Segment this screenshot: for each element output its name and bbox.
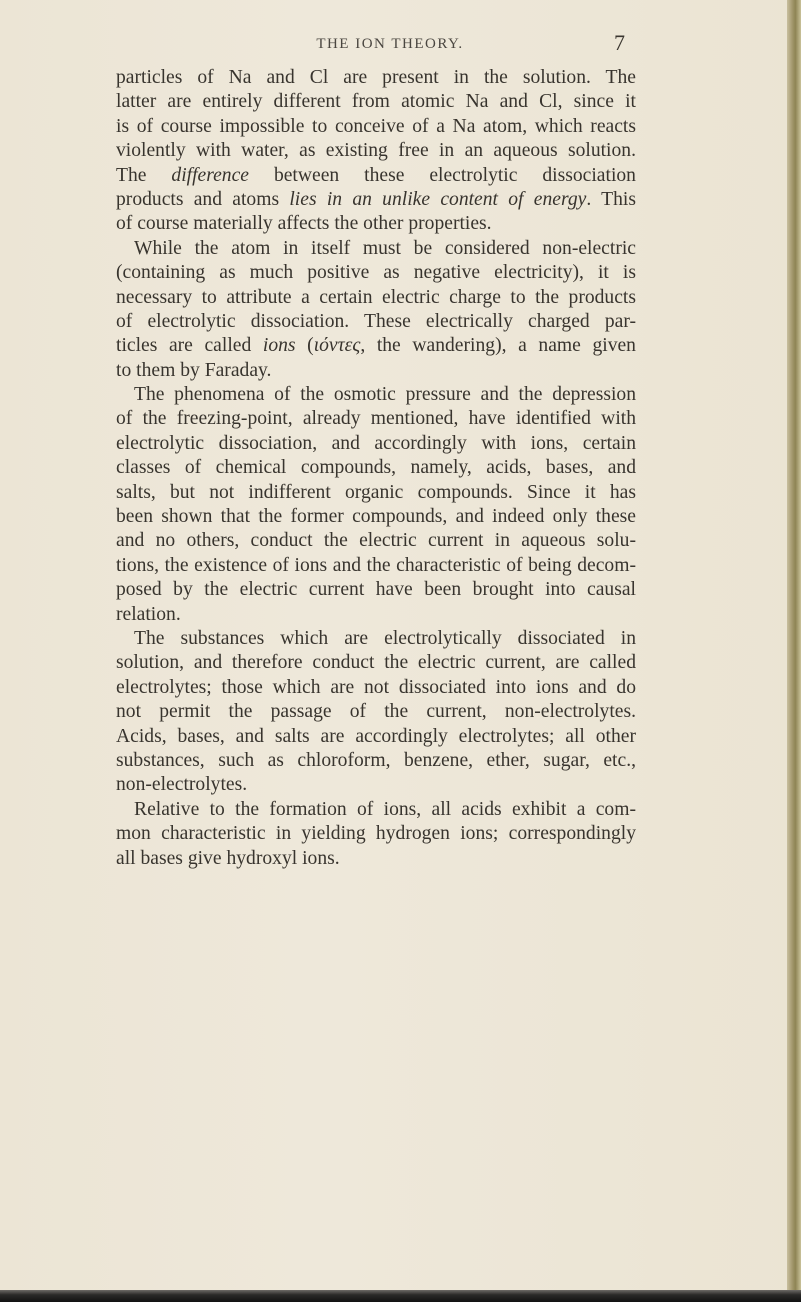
text-line bbox=[116, 188, 636, 212]
text-line: mon characteristic in yielding hydrogen ions; correspondingly bbox=[116, 823, 636, 845]
text-line: particles of Na and Cl are present in the solution. The bbox=[116, 67, 636, 88]
page-number: 7 bbox=[614, 30, 625, 55]
text-run: ticles are called bbox=[116, 335, 263, 357]
text-line: electrolytes; those which are not dissociated into ions and do bbox=[116, 676, 636, 698]
text-line: necessary to attribute a certain electric charge to the products bbox=[116, 286, 636, 308]
text-line: all bases give hydroxyl ions. bbox=[116, 847, 340, 869]
text-line: Acids, bases, and salts are accordingly electrolytes; all other bbox=[116, 725, 636, 747]
text-line: is of course impossible to conceive of a Na atom, which reacts bbox=[116, 115, 636, 137]
text-line: substances, such as chloroform, benzene, ether, sugar, etc., bbox=[116, 749, 636, 771]
text-run: between these electrolytic dissociation bbox=[249, 164, 636, 186]
text-line: of the freezing-point, already mentioned, have identified with bbox=[116, 408, 636, 430]
text-line: tions, the existence of ions and the characteristic of being decom- bbox=[116, 554, 636, 576]
text-line: classes of chemical compounds, namely, acids, bases, and bbox=[116, 457, 636, 479]
text-line: Relative to the formation of ions, all acids exhibit a com- bbox=[134, 798, 636, 820]
italic-phrase: difference bbox=[171, 164, 250, 186]
text-line: salts, but not indifferent organic compounds. Since it has bbox=[116, 481, 636, 503]
text-line: latter are entirely different from atomic Na and Cl, since it bbox=[116, 91, 636, 113]
text-line: relation. bbox=[116, 603, 181, 625]
text-line: not permit the passage of the current, non-electrolytes. bbox=[116, 701, 636, 723]
running-title: THE ION THEORY. bbox=[316, 36, 464, 52]
text-line: (containing as much positive as negative electricity), it is bbox=[116, 262, 636, 284]
text-line: been shown that the former compounds, and indeed only these bbox=[116, 506, 636, 528]
text-line bbox=[116, 334, 636, 358]
text-run: , the wandering), a name given bbox=[360, 335, 636, 357]
italic-phrase: lies in an unlike content of energy bbox=[289, 188, 587, 210]
text-line: to them by Faraday. bbox=[116, 359, 272, 381]
text-line: of course materially affects the other properties. bbox=[116, 213, 492, 235]
body-text bbox=[116, 66, 636, 871]
text-line: non-electrolytes. bbox=[116, 774, 248, 796]
text-line bbox=[116, 164, 636, 188]
text-line: The phenomena of the osmotic pressure and the depression bbox=[134, 384, 636, 406]
italic-phrase: ions bbox=[262, 335, 296, 357]
text-line: electrolytic dissociation, and accordingly with ions, certain bbox=[116, 432, 636, 454]
page-header bbox=[0, 30, 801, 58]
text-line: While the atom in itself must be considered non-electric bbox=[134, 237, 636, 259]
page-edge-shadow bbox=[787, 0, 801, 1302]
italic-phrase: ιόντες bbox=[313, 335, 361, 357]
text-run: ( bbox=[295, 335, 314, 357]
text-line: of electrolytic dissociation. These electrically charged par- bbox=[116, 310, 636, 332]
text-run: . This bbox=[586, 188, 636, 210]
text-line: violently with water, as existing free in an aqueous solution. bbox=[116, 140, 636, 162]
text-line: posed by the electric current have been brought into causal bbox=[116, 579, 636, 601]
text-line: The substances which are electrolytically dissociated in bbox=[134, 627, 636, 649]
scan-bottom-edge bbox=[0, 1290, 801, 1302]
text-line: solution, and therefore conduct the electric current, are called bbox=[116, 652, 636, 674]
text-line: and no others, conduct the electric current in aqueous solu- bbox=[116, 530, 636, 552]
text-run: products and atoms bbox=[116, 188, 290, 210]
text-run: The bbox=[116, 164, 172, 186]
